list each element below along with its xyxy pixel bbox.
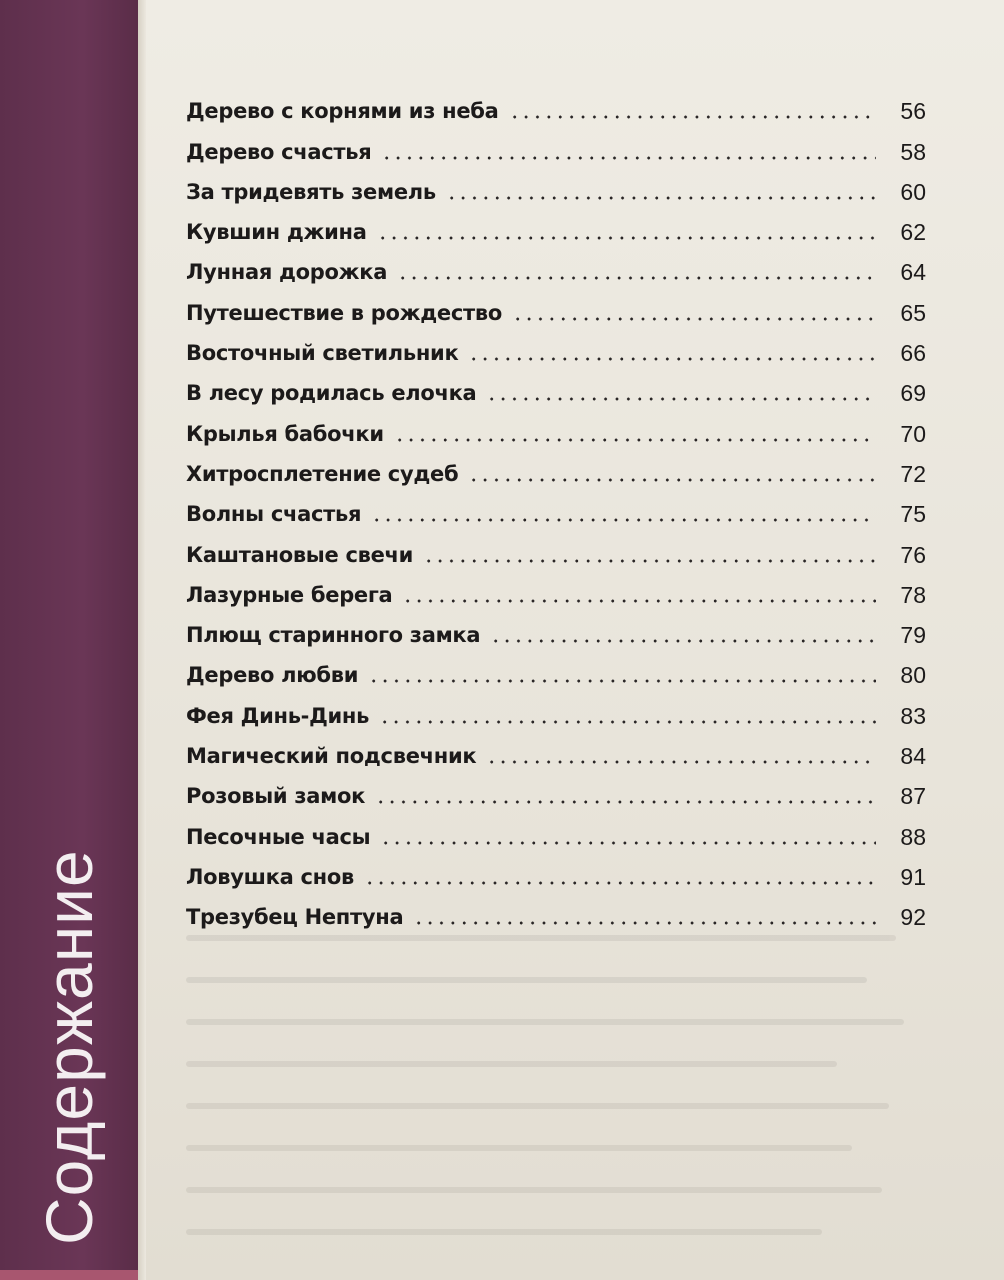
toc-leader-dots: [468, 478, 876, 482]
toc-entry-title: Дерево с корнями из неба: [186, 99, 499, 124]
toc-entry-title: Крылья бабочки: [186, 421, 384, 446]
toc-entry-title: Восточный светильник: [186, 341, 459, 366]
toc-leader-dots: [486, 760, 876, 764]
toc-entry: [186, 608, 926, 648]
toc-entry: [186, 809, 926, 849]
toc-entry: [186, 165, 926, 205]
toc-entry-page: 70: [900, 420, 926, 447]
toc-entry: [186, 84, 926, 124]
toc-entry-title: Фея Динь-Динь: [186, 703, 370, 728]
toc-entry: [186, 447, 926, 487]
toc-leader-dots: [371, 518, 876, 522]
toc-leader-dots: [368, 679, 876, 683]
toc-entry-page: 88: [900, 823, 926, 850]
show-through-text: [186, 935, 926, 1265]
toc-leader-dots: [512, 317, 876, 321]
toc-entry-page: 64: [900, 259, 926, 286]
toc-entry-title: Каштановые свечи: [186, 542, 414, 567]
toc-entry: [186, 487, 926, 527]
toc-entry-title: Плющ старинного замка: [186, 623, 481, 648]
toc-leader-dots: [379, 720, 876, 724]
toc-leader-dots: [468, 357, 876, 361]
table-of-contents: [186, 84, 926, 930]
toc-entry-page: 69: [900, 380, 926, 407]
toc-leader-dots: [413, 921, 876, 925]
toc-entry-page: 75: [900, 501, 926, 528]
toc-entry-title: Лунная дорожка: [186, 260, 388, 285]
toc-entry-title: Розовый замок: [186, 784, 366, 809]
toc-entry: [186, 890, 926, 930]
toc-entry: [186, 850, 926, 890]
toc-entry-title: Хитросплетение судеб: [186, 461, 459, 486]
toc-entry-page: 80: [900, 662, 926, 689]
toc-leader-dots: [375, 800, 876, 804]
toc-leader-dots: [364, 881, 876, 885]
toc-entry: [186, 406, 926, 446]
toc-entry: [186, 648, 926, 688]
toc-entry-title: Песочные часы: [186, 824, 371, 849]
toc-entry: [186, 285, 926, 325]
toc-entry-page: 79: [900, 622, 926, 649]
toc-entry-page: 76: [900, 541, 926, 568]
toc-entry-title: Кувшин джина: [186, 220, 367, 245]
toc-entry: [186, 245, 926, 285]
toc-leader-dots: [509, 115, 876, 119]
toc-leader-dots: [423, 559, 876, 563]
toc-entry-page: 58: [900, 138, 926, 165]
toc-leader-dots: [397, 276, 876, 280]
toc-entry: [186, 366, 926, 406]
toc-entry-title: Трезубец Нептуна: [186, 905, 404, 930]
toc-entry-title: Путешествие в рождество: [186, 300, 502, 325]
toc-leader-dots: [381, 156, 876, 160]
toc-entry: [186, 568, 926, 608]
toc-entry-page: 56: [900, 98, 926, 125]
sidebar-bottom-accent: [0, 1270, 138, 1280]
toc-entry-page: 60: [900, 178, 926, 205]
toc-entry-title: В лесу родилась елочка: [186, 381, 477, 406]
toc-entry-title: За тридевять земель: [186, 179, 436, 204]
toc-entry: [186, 688, 926, 728]
toc-entry-page: 84: [900, 743, 926, 770]
toc-entry-page: 83: [900, 702, 926, 729]
toc-entry-page: 62: [900, 219, 926, 246]
toc-entry: [186, 769, 926, 809]
toc-leader-dots: [402, 599, 876, 603]
toc-entry-page: 87: [900, 783, 926, 810]
toc-entry-page: 92: [900, 904, 926, 931]
toc-entry-title: Волны счастья: [186, 502, 362, 527]
toc-entry-title: Ловушка снов: [186, 864, 354, 889]
toc-entry-page: 65: [900, 299, 926, 326]
toc-entry: [186, 205, 926, 245]
toc-entry: [186, 527, 926, 567]
toc-leader-dots: [394, 438, 876, 442]
toc-entry: [186, 729, 926, 769]
toc-entry-title: Лазурные берега: [186, 582, 393, 607]
toc-entry-title: Дерево счастья: [186, 139, 372, 164]
toc-leader-dots: [486, 397, 876, 401]
toc-entry: [186, 124, 926, 164]
toc-leader-dots: [380, 841, 876, 845]
toc-entry-title: Магический подсвечник: [186, 744, 477, 769]
toc-leader-dots: [490, 639, 876, 643]
toc-entry: [186, 326, 926, 366]
toc-entry-title: Дерево любви: [186, 663, 359, 688]
toc-leader-dots: [377, 236, 876, 240]
toc-entry-page: 78: [900, 581, 926, 608]
toc-entry-page: 72: [900, 460, 926, 487]
toc-leader-dots: [446, 196, 876, 200]
section-title: Содержание: [32, 849, 106, 1245]
page-spine-edge: [138, 0, 146, 1280]
toc-entry-page: 91: [900, 863, 926, 890]
toc-entry-page: 66: [900, 340, 926, 367]
